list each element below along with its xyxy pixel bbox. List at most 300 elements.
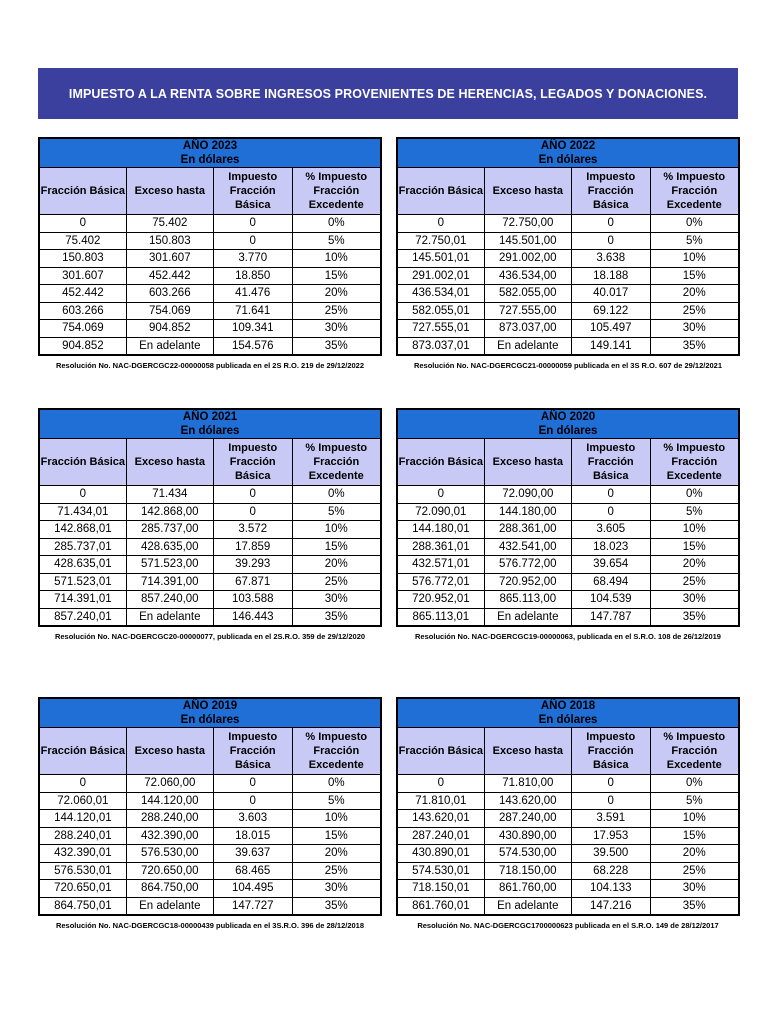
table-row [397, 775, 739, 793]
table-row [39, 285, 381, 303]
cell-exceso-hasta: 861.760,00 [484, 880, 571, 898]
year-label: AÑO 2023 [182, 140, 238, 152]
table-row [397, 215, 739, 233]
column-header-impuesto-fraccion-basica: Impuesto Fracción Básica [213, 728, 292, 775]
table-row [397, 573, 739, 591]
cell-impuesto-fraccion-basica: 0 [213, 792, 292, 810]
cell-impuesto-fraccion-basica: 0 [571, 486, 650, 504]
tax-table [38, 697, 382, 916]
cell-porcentaje-excedente: 25% [650, 862, 739, 880]
cell-impuesto-fraccion-basica: 0 [571, 215, 650, 233]
cell-impuesto-fraccion-basica: 0 [213, 232, 292, 250]
cell-porcentaje-excedente: 0% [292, 486, 381, 504]
cell-porcentaje-excedente: 10% [292, 521, 381, 539]
column-header-exceso-hasta: Exceso hasta [484, 168, 571, 215]
cell-exceso-hasta: En adelante [484, 897, 571, 915]
cell-fraccion-basica: 75.402 [39, 232, 126, 250]
cell-impuesto-fraccion-basica: 69.122 [571, 302, 650, 320]
cell-fraccion-basica: 574.530,01 [397, 862, 484, 880]
table-row [397, 250, 739, 268]
table-row [397, 337, 739, 355]
cell-impuesto-fraccion-basica: 18.188 [571, 267, 650, 285]
cell-impuesto-fraccion-basica: 39.637 [213, 845, 292, 863]
cell-exceso-hasta: 904.852 [126, 320, 213, 338]
page-title: IMPUESTO A LA RENTA SOBRE INGRESOS PROVENIENTES DE HERENCIAS, LEGADOS Y DONACIONES. [38, 68, 738, 119]
tax-table [396, 408, 740, 627]
tax-table-block-0 [38, 137, 382, 372]
cell-porcentaje-excedente: 10% [650, 810, 739, 828]
cell-impuesto-fraccion-basica: 104.539 [571, 591, 650, 609]
cell-fraccion-basica: 864.750,01 [39, 897, 126, 915]
currency-label: En dólares [180, 714, 240, 726]
cell-exceso-hasta: 727.555,00 [484, 302, 571, 320]
currency-label: En dólares [538, 714, 598, 726]
cell-exceso-hasta: 873.037,00 [484, 320, 571, 338]
cell-impuesto-fraccion-basica: 71.641 [213, 302, 292, 320]
year-label: AÑO 2022 [540, 140, 596, 152]
cell-fraccion-basica: 576.530,01 [39, 862, 126, 880]
cell-impuesto-fraccion-basica: 0 [213, 486, 292, 504]
table-row [397, 880, 739, 898]
cell-impuesto-fraccion-basica: 147.216 [571, 897, 650, 915]
cell-exceso-hasta: 430.890,00 [484, 827, 571, 845]
resolution-note: Resolución No. NAC-DGERCGC20-00000077, publicada en el 2S.R.O. 359 de 29/12/2020 [54, 632, 366, 641]
cell-fraccion-basica: 582.055,01 [397, 302, 484, 320]
tax-table [38, 137, 382, 356]
cell-exceso-hasta: 301.607 [126, 250, 213, 268]
cell-impuesto-fraccion-basica: 0 [571, 792, 650, 810]
cell-impuesto-fraccion-basica: 147.787 [571, 608, 650, 626]
tax-table [396, 137, 740, 356]
cell-porcentaje-excedente: 20% [292, 556, 381, 574]
cell-impuesto-fraccion-basica: 3.603 [213, 810, 292, 828]
cell-impuesto-fraccion-basica: 39.654 [571, 556, 650, 574]
cell-porcentaje-excedente: 20% [650, 285, 739, 303]
table-row [39, 775, 381, 793]
column-header-fraccion-basica: Fracción Básica [39, 168, 126, 215]
column-header-porcentaje-excedente: % Impuesto Fracción Excedente [650, 168, 739, 215]
cell-porcentaje-excedente: 10% [292, 810, 381, 828]
table-row [39, 521, 381, 539]
cell-fraccion-basica: 143.620,01 [397, 810, 484, 828]
table-row [39, 232, 381, 250]
tax-table-block-5 [396, 697, 740, 932]
table-row [397, 538, 739, 556]
tax-table [396, 697, 740, 916]
cell-exceso-hasta: 287.240,00 [484, 810, 571, 828]
cell-exceso-hasta: 288.361,00 [484, 521, 571, 539]
cell-exceso-hasta: 432.390,00 [126, 827, 213, 845]
resolution-note: Resolución No. NAC-DGERCGC19-00000063, publicada en el S.R.O. 108 de 26/12/2019 [415, 632, 721, 641]
cell-fraccion-basica: 71.810,01 [397, 792, 484, 810]
cell-fraccion-basica: 436.534,01 [397, 285, 484, 303]
cell-impuesto-fraccion-basica: 0 [213, 503, 292, 521]
cell-exceso-hasta: 285.737,00 [126, 521, 213, 539]
cell-porcentaje-excedente: 35% [650, 608, 739, 626]
cell-fraccion-basica: 865.113,01 [397, 608, 484, 626]
cell-porcentaje-excedente: 15% [650, 538, 739, 556]
cell-porcentaje-excedente: 25% [292, 573, 381, 591]
cell-impuesto-fraccion-basica: 103.588 [213, 591, 292, 609]
cell-porcentaje-excedente: 0% [292, 215, 381, 233]
cell-fraccion-basica: 432.390,01 [39, 845, 126, 863]
cell-impuesto-fraccion-basica: 41.476 [213, 285, 292, 303]
cell-impuesto-fraccion-basica: 3.638 [571, 250, 650, 268]
cell-fraccion-basica: 861.760,01 [397, 897, 484, 915]
column-header-impuesto-fraccion-basica: Impuesto Fracción Básica [213, 439, 292, 486]
table-row [39, 792, 381, 810]
cell-porcentaje-excedente: 0% [650, 486, 739, 504]
cell-impuesto-fraccion-basica: 3.605 [571, 521, 650, 539]
year-header [39, 409, 381, 439]
cell-porcentaje-excedente: 35% [292, 897, 381, 915]
table-row [397, 503, 739, 521]
table-row [397, 267, 739, 285]
cell-porcentaje-excedente: 25% [292, 302, 381, 320]
cell-fraccion-basica: 714.391,01 [39, 591, 126, 609]
table-row [39, 897, 381, 915]
table-row [39, 880, 381, 898]
cell-impuesto-fraccion-basica: 154.576 [213, 337, 292, 355]
cell-impuesto-fraccion-basica: 146.443 [213, 608, 292, 626]
cell-exceso-hasta: 720.650,00 [126, 862, 213, 880]
table-row [39, 503, 381, 521]
column-header-fraccion-basica: Fracción Básica [397, 439, 484, 486]
cell-impuesto-fraccion-basica: 0 [213, 215, 292, 233]
cell-impuesto-fraccion-basica: 40.017 [571, 285, 650, 303]
table-row [397, 827, 739, 845]
cell-impuesto-fraccion-basica: 67.871 [213, 573, 292, 591]
currency-label: En dólares [180, 154, 240, 166]
cell-fraccion-basica: 754.069 [39, 320, 126, 338]
column-header-fraccion-basica: Fracción Básica [39, 439, 126, 486]
cell-exceso-hasta: 432.541,00 [484, 538, 571, 556]
table-row [397, 486, 739, 504]
tax-table-block-1 [396, 137, 740, 372]
column-header-impuesto-fraccion-basica: Impuesto Fracción Básica [571, 168, 650, 215]
cell-fraccion-basica: 72.750,01 [397, 232, 484, 250]
currency-label: En dólares [538, 154, 598, 166]
cell-fraccion-basica: 287.240,01 [397, 827, 484, 845]
cell-exceso-hasta: 576.530,00 [126, 845, 213, 863]
cell-exceso-hasta: 571.523,00 [126, 556, 213, 574]
column-header-porcentaje-excedente: % Impuesto Fracción Excedente [292, 439, 381, 486]
table-row [397, 556, 739, 574]
table-row [39, 810, 381, 828]
cell-exceso-hasta: 718.150,00 [484, 862, 571, 880]
year-header [397, 698, 739, 728]
cell-porcentaje-excedente: 25% [650, 573, 739, 591]
cell-porcentaje-excedente: 15% [292, 827, 381, 845]
cell-exceso-hasta: 72.090,00 [484, 486, 571, 504]
resolution-note: Resolución No. NAC-DGERCGC18-00000439 publicada en el 3S.R.O. 396 de 28/12/2018 [55, 921, 365, 930]
cell-porcentaje-excedente: 5% [292, 792, 381, 810]
cell-fraccion-basica: 720.952,01 [397, 591, 484, 609]
column-header-fraccion-basica: Fracción Básica [397, 168, 484, 215]
table-row [39, 250, 381, 268]
cell-porcentaje-excedente: 5% [292, 503, 381, 521]
cell-exceso-hasta: 754.069 [126, 302, 213, 320]
cell-exceso-hasta: 720.952,00 [484, 573, 571, 591]
year-label: AÑO 2018 [540, 700, 596, 712]
cell-exceso-hasta: 714.391,00 [126, 573, 213, 591]
cell-impuesto-fraccion-basica: 104.133 [571, 880, 650, 898]
cell-porcentaje-excedente: 30% [650, 320, 739, 338]
table-row [397, 232, 739, 250]
cell-fraccion-basica: 288.361,01 [397, 538, 484, 556]
cell-exceso-hasta: 72.750,00 [484, 215, 571, 233]
cell-impuesto-fraccion-basica: 68.494 [571, 573, 650, 591]
cell-impuesto-fraccion-basica: 104.495 [213, 880, 292, 898]
cell-exceso-hasta: 144.180,00 [484, 503, 571, 521]
cell-impuesto-fraccion-basica: 18.023 [571, 538, 650, 556]
year-label: AÑO 2021 [182, 411, 238, 423]
cell-impuesto-fraccion-basica: 149.141 [571, 337, 650, 355]
cell-fraccion-basica: 904.852 [39, 337, 126, 355]
cell-fraccion-basica: 72.090,01 [397, 503, 484, 521]
cell-fraccion-basica: 0 [397, 215, 484, 233]
cell-impuesto-fraccion-basica: 68.465 [213, 862, 292, 880]
cell-fraccion-basica: 576.772,01 [397, 573, 484, 591]
cell-fraccion-basica: 72.060,01 [39, 792, 126, 810]
cell-fraccion-basica: 873.037,01 [397, 337, 484, 355]
cell-fraccion-basica: 288.240,01 [39, 827, 126, 845]
cell-fraccion-basica: 142.868,01 [39, 521, 126, 539]
cell-fraccion-basica: 0 [39, 215, 126, 233]
cell-porcentaje-excedente: 30% [650, 880, 739, 898]
table-row [397, 302, 739, 320]
cell-impuesto-fraccion-basica: 17.953 [571, 827, 650, 845]
cell-fraccion-basica: 428.635,01 [39, 556, 126, 574]
cell-fraccion-basica: 301.607 [39, 267, 126, 285]
cell-fraccion-basica: 430.890,01 [397, 845, 484, 863]
cell-impuesto-fraccion-basica: 0 [571, 232, 650, 250]
cell-impuesto-fraccion-basica: 68.228 [571, 862, 650, 880]
cell-porcentaje-excedente: 20% [650, 845, 739, 863]
cell-exceso-hasta: 603.266 [126, 285, 213, 303]
table-row [39, 573, 381, 591]
cell-impuesto-fraccion-basica: 0 [213, 775, 292, 793]
table-row [39, 215, 381, 233]
cell-fraccion-basica: 144.180,01 [397, 521, 484, 539]
column-header-exceso-hasta: Exceso hasta [126, 728, 213, 775]
tax-table-block-3 [396, 408, 740, 643]
cell-impuesto-fraccion-basica: 3.770 [213, 250, 292, 268]
cell-fraccion-basica: 452.442 [39, 285, 126, 303]
cell-exceso-hasta: 143.620,00 [484, 792, 571, 810]
cell-porcentaje-excedente: 30% [650, 591, 739, 609]
cell-impuesto-fraccion-basica: 39.500 [571, 845, 650, 863]
cell-porcentaje-excedente: 20% [292, 285, 381, 303]
cell-fraccion-basica: 285.737,01 [39, 538, 126, 556]
cell-porcentaje-excedente: 0% [650, 215, 739, 233]
tax-table-block-2 [38, 408, 382, 643]
currency-label: En dólares [538, 425, 598, 437]
cell-porcentaje-excedente: 30% [292, 591, 381, 609]
cell-fraccion-basica: 150.803 [39, 250, 126, 268]
column-header-fraccion-basica: Fracción Básica [39, 728, 126, 775]
year-header [39, 138, 381, 168]
cell-porcentaje-excedente: 10% [650, 521, 739, 539]
currency-label: En dólares [180, 425, 240, 437]
cell-exceso-hasta: 150.803 [126, 232, 213, 250]
cell-porcentaje-excedente: 30% [292, 880, 381, 898]
year-header [397, 138, 739, 168]
cell-exceso-hasta: 428.635,00 [126, 538, 213, 556]
cell-exceso-hasta: 582.055,00 [484, 285, 571, 303]
cell-porcentaje-excedente: 15% [650, 827, 739, 845]
cell-porcentaje-excedente: 0% [650, 775, 739, 793]
resolution-note: Resolución No. NAC-DGERCGC22-00000058 publicada en el 2S R.O. 219 de 29/12/2022 [55, 361, 365, 370]
cell-porcentaje-excedente: 35% [292, 337, 381, 355]
column-header-exceso-hasta: Exceso hasta [126, 439, 213, 486]
cell-fraccion-basica: 720.650,01 [39, 880, 126, 898]
table-row [39, 337, 381, 355]
cell-exceso-hasta: 288.240,00 [126, 810, 213, 828]
cell-impuesto-fraccion-basica: 147.727 [213, 897, 292, 915]
year-header [397, 409, 739, 439]
table-row [397, 897, 739, 915]
cell-exceso-hasta: 145.501,00 [484, 232, 571, 250]
cell-fraccion-basica: 718.150,01 [397, 880, 484, 898]
cell-exceso-hasta: 142.868,00 [126, 503, 213, 521]
cell-exceso-hasta: 865.113,00 [484, 591, 571, 609]
year-header [39, 698, 381, 728]
cell-porcentaje-excedente: 35% [650, 337, 739, 355]
cell-fraccion-basica: 603.266 [39, 302, 126, 320]
column-header-impuesto-fraccion-basica: Impuesto Fracción Básica [213, 168, 292, 215]
table-row [39, 556, 381, 574]
table-row [397, 320, 739, 338]
cell-fraccion-basica: 0 [39, 486, 126, 504]
cell-impuesto-fraccion-basica: 3.591 [571, 810, 650, 828]
cell-impuesto-fraccion-basica: 18.015 [213, 827, 292, 845]
cell-fraccion-basica: 0 [39, 775, 126, 793]
cell-exceso-hasta: 436.534,00 [484, 267, 571, 285]
resolution-note: Resolución No. NAC-DGERCGC1700000623 publicada en el S.R.O. 149 de 28/12/2017 [417, 921, 719, 930]
table-row [39, 862, 381, 880]
cell-exceso-hasta: 452.442 [126, 267, 213, 285]
column-header-impuesto-fraccion-basica: Impuesto Fracción Básica [571, 439, 650, 486]
cell-porcentaje-excedente: 5% [292, 232, 381, 250]
table-row [397, 521, 739, 539]
cell-exceso-hasta: 864.750,00 [126, 880, 213, 898]
cell-fraccion-basica: 145.501,01 [397, 250, 484, 268]
table-row [39, 486, 381, 504]
cell-exceso-hasta: 71.434 [126, 486, 213, 504]
table-row [397, 792, 739, 810]
table-row [39, 302, 381, 320]
cell-fraccion-basica: 432.571,01 [397, 556, 484, 574]
table-row [397, 810, 739, 828]
resolution-note: Resolución No. NAC-DGERCGC21-00000059 publicada en el 3S R.O. 607 de 29/12/2021 [413, 361, 723, 370]
cell-fraccion-basica: 144.120,01 [39, 810, 126, 828]
column-header-porcentaje-excedente: % Impuesto Fracción Excedente [650, 439, 739, 486]
cell-porcentaje-excedente: 5% [650, 792, 739, 810]
cell-porcentaje-excedente: 25% [650, 302, 739, 320]
cell-fraccion-basica: 727.555,01 [397, 320, 484, 338]
cell-fraccion-basica: 571.523,01 [39, 573, 126, 591]
year-label: AÑO 2019 [182, 700, 238, 712]
cell-exceso-hasta: 72.060,00 [126, 775, 213, 793]
table-row [39, 320, 381, 338]
cell-impuesto-fraccion-basica: 3.572 [213, 521, 292, 539]
cell-exceso-hasta: 574.530,00 [484, 845, 571, 863]
table-row [39, 845, 381, 863]
cell-porcentaje-excedente: 15% [650, 267, 739, 285]
cell-porcentaje-excedente: 35% [292, 608, 381, 626]
cell-exceso-hasta: En adelante [126, 897, 213, 915]
cell-porcentaje-excedente: 20% [650, 556, 739, 574]
column-header-porcentaje-excedente: % Impuesto Fracción Excedente [292, 168, 381, 215]
column-header-exceso-hasta: Exceso hasta [484, 728, 571, 775]
cell-exceso-hasta: En adelante [126, 337, 213, 355]
cell-porcentaje-excedente: 15% [292, 267, 381, 285]
table-row [397, 285, 739, 303]
column-header-impuesto-fraccion-basica: Impuesto Fracción Básica [571, 728, 650, 775]
table-row [39, 608, 381, 626]
cell-impuesto-fraccion-basica: 0 [571, 503, 650, 521]
cell-porcentaje-excedente: 10% [650, 250, 739, 268]
tax-table [38, 408, 382, 627]
cell-fraccion-basica: 0 [397, 775, 484, 793]
cell-exceso-hasta: En adelante [126, 608, 213, 626]
tax-table-block-4 [38, 697, 382, 932]
cell-exceso-hasta: 857.240,00 [126, 591, 213, 609]
cell-porcentaje-excedente: 5% [650, 232, 739, 250]
table-row [39, 267, 381, 285]
column-header-porcentaje-excedente: % Impuesto Fracción Excedente [292, 728, 381, 775]
cell-exceso-hasta: En adelante [484, 337, 571, 355]
cell-exceso-hasta: En adelante [484, 608, 571, 626]
column-header-exceso-hasta: Exceso hasta [484, 439, 571, 486]
cell-porcentaje-excedente: 0% [292, 775, 381, 793]
cell-impuesto-fraccion-basica: 109.341 [213, 320, 292, 338]
table-row [397, 845, 739, 863]
column-header-exceso-hasta: Exceso hasta [126, 168, 213, 215]
cell-porcentaje-excedente: 35% [650, 897, 739, 915]
cell-exceso-hasta: 144.120,00 [126, 792, 213, 810]
column-header-fraccion-basica: Fracción Básica [397, 728, 484, 775]
table-row [39, 538, 381, 556]
cell-exceso-hasta: 576.772,00 [484, 556, 571, 574]
cell-impuesto-fraccion-basica: 18.850 [213, 267, 292, 285]
cell-impuesto-fraccion-basica: 39.293 [213, 556, 292, 574]
cell-porcentaje-excedente: 15% [292, 538, 381, 556]
cell-exceso-hasta: 291.002,00 [484, 250, 571, 268]
table-row [39, 591, 381, 609]
cell-impuesto-fraccion-basica: 17.859 [213, 538, 292, 556]
cell-porcentaje-excedente: 25% [292, 862, 381, 880]
cell-fraccion-basica: 857.240,01 [39, 608, 126, 626]
year-label: AÑO 2020 [540, 411, 596, 423]
cell-porcentaje-excedente: 5% [650, 503, 739, 521]
cell-impuesto-fraccion-basica: 0 [571, 775, 650, 793]
table-row [397, 862, 739, 880]
cell-fraccion-basica: 71.434,01 [39, 503, 126, 521]
table-row [397, 608, 739, 626]
cell-exceso-hasta: 75.402 [126, 215, 213, 233]
cell-impuesto-fraccion-basica: 105.497 [571, 320, 650, 338]
table-row [397, 591, 739, 609]
cell-porcentaje-excedente: 20% [292, 845, 381, 863]
table-row [39, 827, 381, 845]
cell-fraccion-basica: 0 [397, 486, 484, 504]
cell-fraccion-basica: 291.002,01 [397, 267, 484, 285]
column-header-porcentaje-excedente: % Impuesto Fracción Excedente [650, 728, 739, 775]
cell-porcentaje-excedente: 10% [292, 250, 381, 268]
cell-exceso-hasta: 71.810,00 [484, 775, 571, 793]
